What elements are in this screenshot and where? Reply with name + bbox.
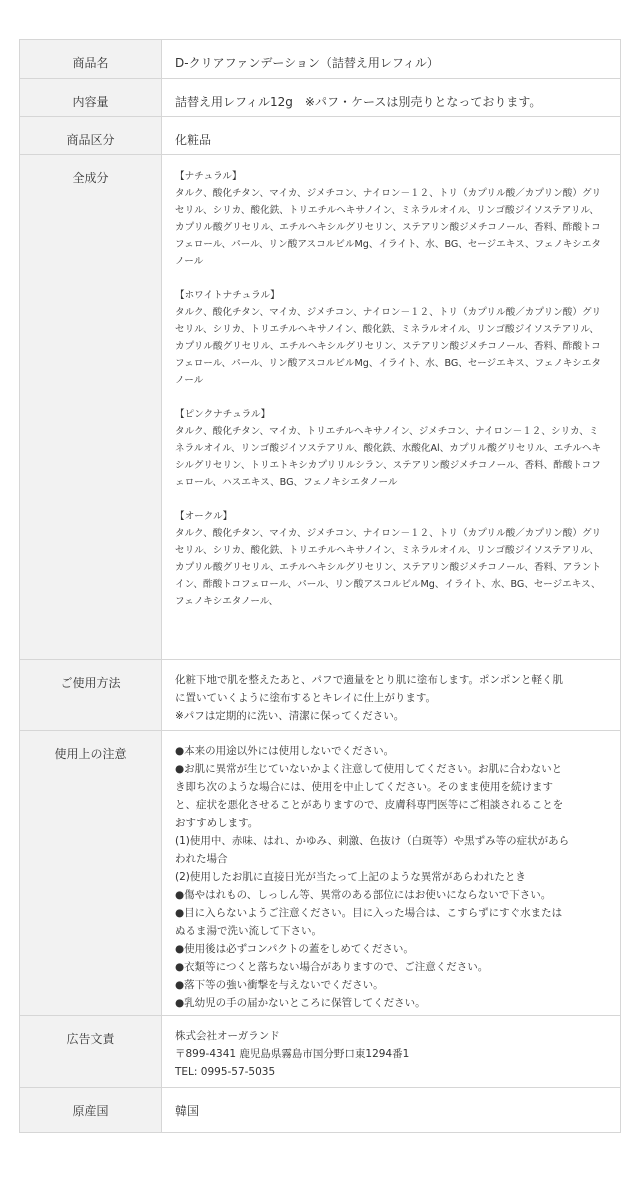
caution-line: (2)使用したお肌に直接日光が当たって上記のような異常があらわれたとき <box>175 871 526 883</box>
ingredient-list: タルク、酸化チタン、マイカ、トリエチルヘキサノイン、ジメチコン、ナイロン－１２、シリカ、ミネラルオイル、リンゴ酸ジイソステアリル、酸化鉄、水酸化Al、カプリル酸グリセリル、エチルヘキシルグリセリン、トリエトキシカプリリルシラン、ステアリン酸ジメチコノール、香料、酢酸トコフェロール、ハスエキス、BG、フェノキシエタノール <box>175 426 602 488</box>
product-name-value: D-クリアファンデーション（詰替え用レフィル） <box>175 56 439 70</box>
ingredient-list: タルク、酸化チタン、マイカ、ジメチコン、ナイロン－１２、トリ（カプリル酸／カプリン酸）グリセリル、シリカ、酸化鉄、トリエチルヘキサノイン、ミネラルオイル、リンゴ酸ジイソステアリル、カプリル酸グリセリル、エチルヘキシルグリセリン、ステアリン酸ジメチコノール、香料、酢酸トコフェロール、パール、リン酸アスコルビルMg、イライト、水、BG、セージエキス、フェノキシエタノール <box>175 188 602 267</box>
value-cell <box>162 660 621 731</box>
ingredient-block-natural <box>175 168 607 270</box>
usage-line: に置いていくように塗布するとキレイに仕上がります。 <box>175 692 437 704</box>
caution-line: ぬるま湯で洗い流して下さい。 <box>175 925 322 937</box>
value-cell <box>162 1088 621 1133</box>
company-phone: TEL: 0995-57-5035 <box>175 1066 276 1078</box>
ingredient-heading: 【ホワイトナチュラル】 <box>175 290 280 301</box>
row-usage <box>20 660 621 731</box>
row-cautions <box>20 731 621 1016</box>
company-name: 株式会社オーガランド <box>175 1030 280 1042</box>
label-cell <box>20 79 162 117</box>
caution-line: (1)使用中、赤味、はれ、かゆみ、刺激、色抜け（白斑等）や黒ずみ等の症状があら <box>175 835 570 847</box>
usage-line: 化粧下地で肌を整えたあと、パフで適量をとり肌に塗布します。ポンポンと軽く肌 <box>175 674 563 686</box>
advertiser-label: 広告文責 <box>66 1032 115 1046</box>
ingredient-heading: 【オークル】 <box>175 511 233 522</box>
row-product-name <box>20 40 621 79</box>
label-cell <box>20 117 162 155</box>
volume-label: 内容量 <box>72 95 109 109</box>
caution-line: ●乳幼児の手の届かないところに保管してください。 <box>175 997 426 1009</box>
ingredient-list: タルク、酸化チタン、マイカ、ジメチコン、ナイロン－１２、トリ（カプリル酸／カプリン酸）グリセリル、シリカ、トリエチルヘキサノイン、酸化鉄、ミネラルオイル、リンゴ酸ジイソステアリル、カプリル酸グリセリル、エチルヘキシルグリセリン、ステアリン酸ジメチコノール、香料、酢酸トコフェロール、パール、リン酸アスコルビルMg、イライト、水、BG、セージエキス、フェノキシエタノール <box>175 307 602 386</box>
caution-line: ●落下等の強い衝撃を与えないでください。 <box>175 979 384 991</box>
value-cell <box>162 117 621 155</box>
caution-line: われた場合 <box>175 853 228 865</box>
label-cell <box>20 660 162 731</box>
origin-value: 韓国 <box>175 1104 200 1118</box>
row-category <box>20 117 621 155</box>
origin-label: 原産国 <box>72 1104 109 1118</box>
row-advertiser <box>20 1016 621 1088</box>
row-ingredients <box>20 155 621 660</box>
ingredient-block-white-natural <box>175 287 607 389</box>
value-cell <box>162 40 621 79</box>
caution-line: ●お肌に異常が生じていないかよく注意して使用してください。お肌に合わないと <box>175 763 563 775</box>
value-cell <box>162 79 621 117</box>
label-cell <box>20 1088 162 1133</box>
row-volume <box>20 79 621 117</box>
ingredients-label: 全成分 <box>72 171 109 185</box>
label-cell <box>20 155 162 660</box>
value-cell <box>162 1016 621 1088</box>
ingredient-block-pink-natural <box>175 406 607 491</box>
value-cell <box>162 155 621 660</box>
label-cell <box>20 40 162 79</box>
product-name-label: 商品名 <box>72 56 109 70</box>
category-label: 商品区分 <box>66 133 115 147</box>
category-value: 化粧品 <box>175 133 212 147</box>
caution-line: ●目に入らないようご注意ください。目に入った場合は、こすらずにすぐ水または <box>175 907 563 919</box>
cautions-label: 使用上の注意 <box>54 747 127 761</box>
company-address: 〒899-4341 鹿児島県霧島市国分野口東1294番1 <box>175 1048 410 1060</box>
ingredient-heading: 【ナチュラル】 <box>175 171 242 182</box>
label-cell <box>20 1016 162 1088</box>
caution-line: と、症状を悪化させることがありますので、皮膚科専門医等にご相談されることを <box>175 799 564 811</box>
volume-value: 詰替え用レフィル12g ※パフ・ケースは別売りとなっております。 <box>175 95 542 109</box>
usage-line: ※パフは定期的に洗い、清潔に保ってください。 <box>175 710 405 722</box>
caution-line: ●本来の用途以外には使用しないでください。 <box>175 745 395 757</box>
value-cell <box>162 731 621 1016</box>
ingredient-block-ochre <box>175 508 607 610</box>
row-origin <box>20 1088 621 1133</box>
ingredient-heading: 【ピンクナチュラル】 <box>175 409 271 420</box>
caution-line: おすすめします。 <box>175 817 259 829</box>
label-cell <box>20 731 162 1016</box>
usage-label: ご使用方法 <box>60 676 121 690</box>
ingredient-list: タルク、酸化チタン、マイカ、ジメチコン、ナイロン－１２、トリ（カプリル酸／カプリン酸）グリセリル、シリカ、酸化鉄、トリエチルヘキサノイン、ミネラルオイル、リンゴ酸ジイソステアリル、カプリル酸グリセリル、エチルヘキシルグリセリン、ステアリン酸ジメチコノール、香料、アラントイン、酢酸トコフェロール、パール、リン酸アスコルビルMg、イライト、水、BG、セージエキス、フェノキシエタノール、 <box>175 528 602 607</box>
caution-line: ●傷やはれもの、しっしん等、異常のある部位にはお使いにならないで下さい。 <box>175 889 552 901</box>
caution-line: ●使用後は必ずコンパクトの蓋をしめてください。 <box>175 943 414 955</box>
product-spec-table <box>19 39 621 1133</box>
caution-line: ●衣類等につくと落ちない場合がありますので、ご注意ください。 <box>175 961 489 973</box>
caution-line: き即ち次のような場合には、使用を中止してください。そのまま使用を続けます <box>175 781 553 793</box>
